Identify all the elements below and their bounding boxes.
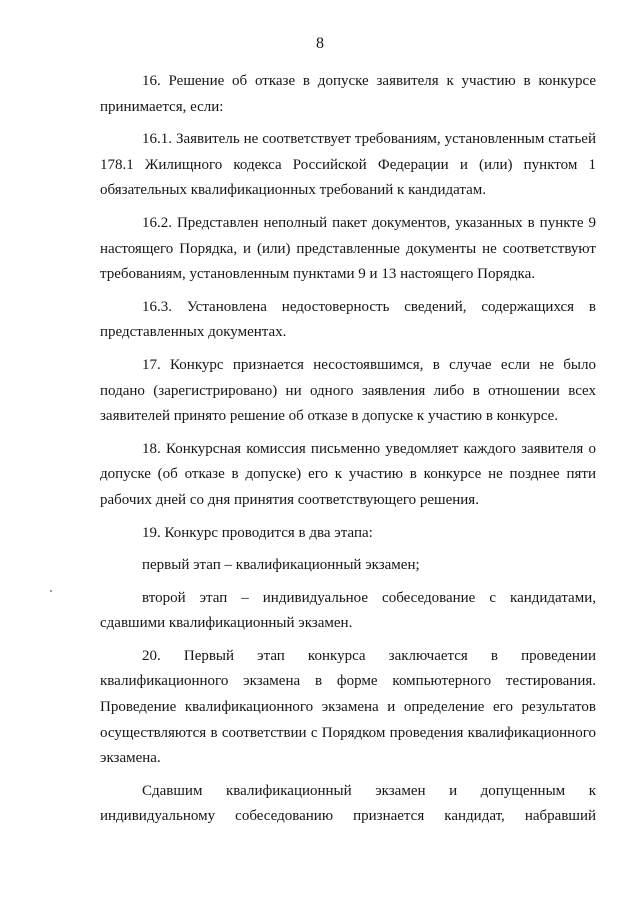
paragraph-16: 16. Решение об отказе в допуске заявителя к участию в конкурсе принимается, если: <box>100 73 596 115</box>
page-number: 8 <box>316 35 324 52</box>
paragraph-17: 17. Конкурс признается несостоявшимся, в случае если не было подано (зарегистрировано) ни одного заявления либо в отношении всех заявителей принято решение об отказе в допуске к участию в конкурсе. <box>100 356 596 425</box>
paragraph-20: 20. Первый этап конкурса заключается в проведении квалификационного экзамена в форме компьютерного тестирования. Проведение квалификационного экзамена и определение его результатов осуществляются в соответствии с Порядком проведения квалификационного экзамена. <box>100 647 596 767</box>
paragraph-18: 18. Конкурсная комиссия письменно уведомляет каждого заявителя о допуске (об отказе в допуске) его к участию в конкурсе не позднее пяти рабочих дней со дня принятия соответствующего решения. <box>100 440 596 508</box>
paragraph-19-stage-1: первый этап – квалификационный экзамен; <box>142 557 420 574</box>
paragraph-19: 19. Конкурс проводится в два этапа: <box>142 524 373 541</box>
paragraph-19-stage-2: второй этап – индивидуальное собеседование с кандидатами, сдавшими квалификационный экзамен. <box>100 589 596 632</box>
paragraph-20-continued: Сдавшим квалификационный экзамен и допущенным к индивидуальному собеседованию признается кандидат, набравший <box>100 782 596 825</box>
paragraph-16-3: 16.3. Установлена недостоверность сведений, содержащихся в представленных документах. <box>100 298 596 341</box>
paragraph-16-1: 16.1. Заявитель не соответствует требованиям, установленным статьей 178.1 Жилищного кодекса Российской Федерации и (или) пунктом 1 обязательных квалификационных требований к кандидатам. <box>100 131 596 199</box>
document-body <box>100 69 596 837</box>
scan-speck <box>50 590 52 592</box>
paragraph-16-2: 16.2. Представлен неполный пакет документов, указанных в пункте 9 настоящего Порядка, и (или) представленные документы не соответствуют требованиям, установленным пунктами 9 и 13 настоящего Порядка. <box>100 214 596 283</box>
